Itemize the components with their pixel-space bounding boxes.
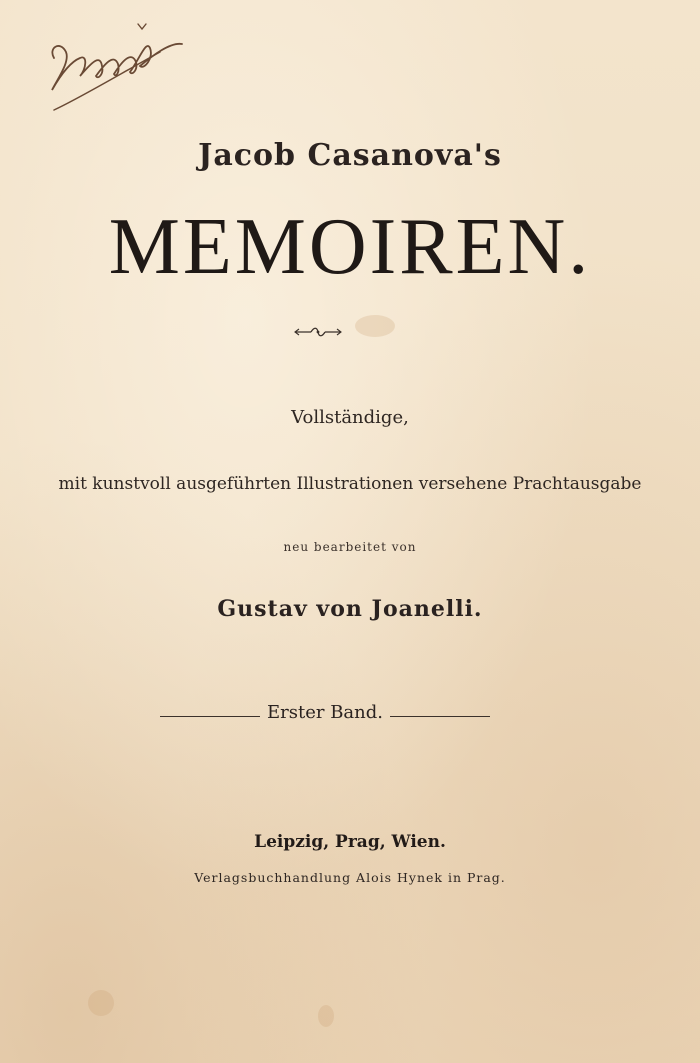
subtitle-line: mit kunstvoll ausgeführten Illustrationen versehene Prachtausgabe — [58, 474, 642, 494]
paper-stain — [355, 315, 395, 337]
editor-name: Gustav von Joanelli. — [217, 596, 483, 622]
handwritten-signature — [40, 18, 190, 118]
paper-stain — [318, 1005, 334, 1027]
author-line: Jacob Casanova's — [198, 138, 502, 173]
paper-stain — [88, 990, 114, 1016]
publication-place: Leipzig, Prag, Wien. — [254, 832, 446, 852]
volume-label: Erster Band. — [267, 702, 383, 723]
ornament-divider — [293, 325, 343, 339]
edited-by-line: neu bearbeitet von — [283, 540, 417, 554]
page-title: MEMOIREN. — [108, 203, 592, 291]
publisher-line: Verlagsbuchhandlung Alois Hynek in Prag. — [194, 870, 506, 885]
volume-row — [160, 700, 490, 730]
edition-line: Vollständige, — [291, 407, 409, 428]
right-rule-divider — [390, 716, 490, 718]
